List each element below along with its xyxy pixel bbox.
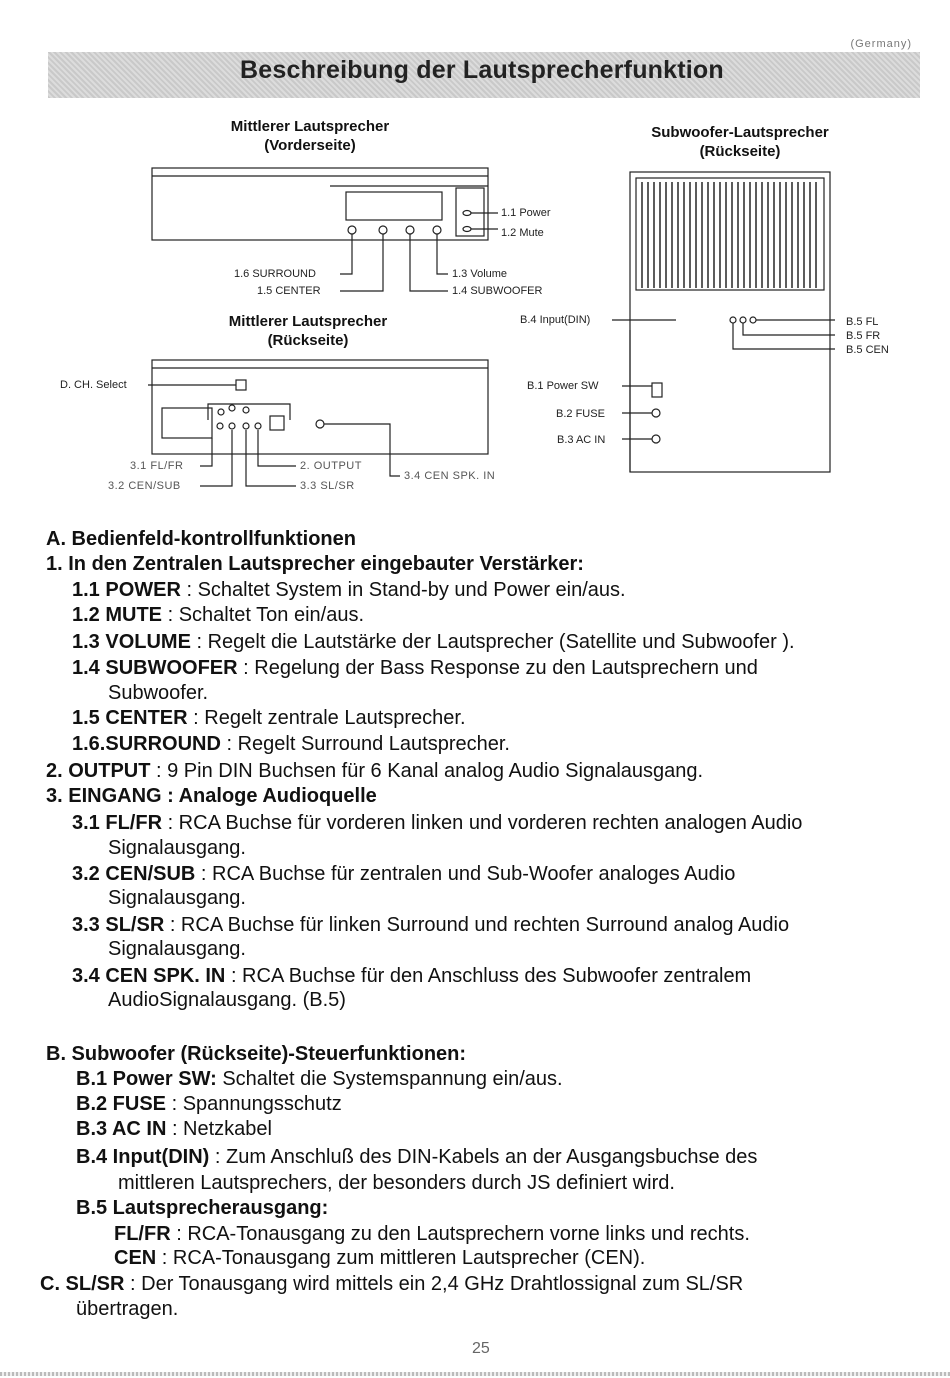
item-b5-flfr (114, 1222, 750, 1246)
item-b5-cen (114, 1246, 645, 1270)
item-1-2-text: : Schaltet Ton ein/aus. (162, 604, 365, 626)
item-b3-label: B.3 AC IN (76, 1118, 167, 1140)
item-1-3-text: : Regelt die Lautstärke der Lautsprecher (Satellite und Subwoofer ). (190, 631, 795, 653)
sub-title-line2: (Rückseite) (699, 143, 781, 160)
item-1-3 (72, 630, 795, 654)
item-3-3 (72, 913, 789, 937)
label-fr: B.5 FR (846, 330, 881, 342)
item-1-1 (72, 578, 626, 602)
label-mute: 1.2 Mute (501, 227, 544, 239)
item-1-5-label: 1.5 CENTER (72, 707, 188, 729)
item-3-1-text: : RCA Buchse für vorderen linken und vorderen rechten analogen Audio (162, 812, 803, 834)
item-3-1-cont: Signalausgang. (108, 837, 246, 859)
label-power-sw: B.1 Power SW (527, 380, 599, 392)
item-b2-text: : Spannungsschutz (166, 1093, 342, 1115)
item-3-2-cont: Signalausgang. (108, 887, 246, 909)
item-1-1-text: : Schaltet System in Stand-by und Power ein/aus. (180, 579, 626, 601)
item-3-2 (72, 862, 735, 886)
item-c-text: : Der Tonausgang wird mittels ein 2,4 GHz Drahtlossignal zum SL/SR (124, 1273, 744, 1295)
subwoofer-drawing (612, 172, 835, 472)
section-a-heading: A. Bedienfeld-kontrollfunktionen (46, 528, 356, 550)
page-number: 25 (472, 1340, 490, 1357)
section-b-heading: B. Subwoofer (Rückseite)-Steuerfunktionen: (46, 1043, 467, 1065)
subwoofer-grille (642, 182, 816, 288)
bottom-scan-edge (0, 1372, 950, 1376)
item-1-5-text: : Regelt zentrale Lautsprecher. (187, 707, 466, 729)
label-center: 1.5 CENTER (257, 285, 321, 297)
item-2-label: 2. OUTPUT (46, 760, 151, 782)
item-b2-label: B.2 FUSE (76, 1093, 167, 1115)
item-b3-text: : Netzkabel (166, 1118, 272, 1140)
item-b5-cen-label: CEN (114, 1247, 157, 1269)
label-cen: B.5 CEN (846, 344, 889, 356)
item-b4-label: B.4 Input(DIN) (76, 1146, 210, 1168)
front-title-line2: (Vorderseite) (264, 137, 356, 154)
rear-title-line2: (Rückseite) (267, 332, 349, 349)
item-b3 (76, 1117, 272, 1141)
item-1-2-label: 1.2 MUTE (72, 604, 163, 626)
item-b1-label: B.1 Power SW: (76, 1068, 217, 1090)
item-1-5 (72, 706, 466, 730)
item-1-heading: 1. In den Zentralen Lautsprecher eingebauter Verstärker: (46, 553, 584, 575)
item-3-heading: 3. EINGANG : Analoge Audioquelle (46, 785, 377, 807)
item-b5-cen-text: : RCA-Tonausgang zum mittleren Lautsprecher (CEN). (156, 1247, 646, 1269)
label-input-din: B.4 Input(DIN) (520, 314, 591, 326)
item-b1 (76, 1067, 563, 1091)
item-3-1-label: 3.1 FL/FR (72, 812, 163, 834)
item-3-3-label: 3.3 SL/SR (72, 914, 165, 936)
item-1-6 (72, 732, 510, 756)
item-3-4 (72, 964, 751, 988)
item-1-3-label: 1.3 VOLUME (72, 631, 191, 653)
item-b5-heading: B.5 Lautsprecherausgang: (76, 1197, 329, 1219)
sub-title-line1: Subwoofer-Lautsprecher (651, 124, 829, 141)
item-b4-cont: mittleren Lautsprechers, der besonders durch JS definiert wird. (118, 1172, 675, 1194)
label-censub: 3.2 CEN/SUB (108, 480, 181, 492)
rear-title-line1: Mittlerer Lautsprecher (228, 313, 388, 330)
item-b5-flfr-label: FL/FR (114, 1223, 171, 1245)
label-cen-spk-in: 3.4 CEN SPK. IN (404, 470, 496, 482)
label-dch-select: D. CH. Select (60, 379, 127, 391)
label-subwoofer: 1.4 SUBWOOFER (452, 285, 543, 297)
item-1-4-text: : Regelung der Bass Response zu den Lautsprechern und (237, 657, 758, 679)
page-title: Beschreibung der Lautsprecherfunktion (240, 56, 724, 84)
item-3-4-cont: AudioSignalausgang. (B.5) (108, 989, 346, 1011)
label-ac-in: B.3 AC IN (557, 434, 606, 446)
label-fl: B.5 FL (846, 316, 879, 328)
item-1-6-text: : Regelt Surround Lautsprecher. (220, 733, 510, 755)
speaker-diagrams (0, 0, 950, 510)
item-1-1-label: 1.1 POWER (72, 579, 181, 601)
item-b2 (76, 1092, 342, 1116)
item-3-2-text: : RCA Buchse für zentralen und Sub-Woofer analoges Audio (195, 863, 736, 885)
item-c-label: C. SL/SR (40, 1273, 125, 1295)
item-3-4-label: 3.4 CEN SPK. IN (72, 965, 226, 987)
item-3-2-label: 3.2 CEN/SUB (72, 863, 196, 885)
item-3-3-text: : RCA Buchse für linken Surround und rechten Surround analog Audio (164, 914, 790, 936)
item-b4-text: : Zum Anschluß des DIN-Kabels an der Ausgangsbuchse des (209, 1146, 758, 1168)
front-panel-drawing (152, 168, 498, 291)
label-slsr: 3.3 SL/SR (300, 480, 355, 492)
label-flfr: 3.1 FL/FR (130, 460, 184, 472)
item-b4 (76, 1145, 757, 1169)
label-power: 1.1 Power (501, 207, 551, 219)
item-1-2 (72, 603, 364, 627)
label-output: 2. OUTPUT (300, 460, 362, 472)
item-3-4-text: : RCA Buchse für den Anschluss des Subwoofer zentralem (225, 965, 752, 987)
item-3-3-cont: Signalausgang. (108, 938, 246, 960)
label-volume: 1.3 Volume (452, 268, 508, 280)
item-1-6-label: 1.6.SURROUND (72, 733, 221, 755)
item-c (40, 1272, 743, 1296)
front-title-line1: Mittlerer Lautsprecher (230, 118, 390, 135)
label-surround: 1.6 SURROUND (234, 268, 316, 280)
item-b1-text: Schaltet die Systemspannung ein/aus. (216, 1068, 563, 1090)
item-3-1 (72, 811, 802, 835)
item-1-4-cont: Subwoofer. (108, 682, 209, 704)
item-2 (46, 759, 703, 783)
item-c-cont: übertragen. (76, 1298, 179, 1320)
item-2-text: : 9 Pin DIN Buchsen für 6 Kanal analog Audio Signalausgang. (150, 760, 704, 782)
item-1-4 (72, 656, 758, 680)
label-fuse: B.2 FUSE (556, 408, 605, 420)
region-tag: (Germany) (850, 38, 912, 50)
item-b5-flfr-text: : RCA-Tonausgang zu den Lautsprechern vorne links und rechts. (170, 1223, 750, 1245)
item-1-4-label: 1.4 SUBWOOFER (72, 657, 238, 679)
